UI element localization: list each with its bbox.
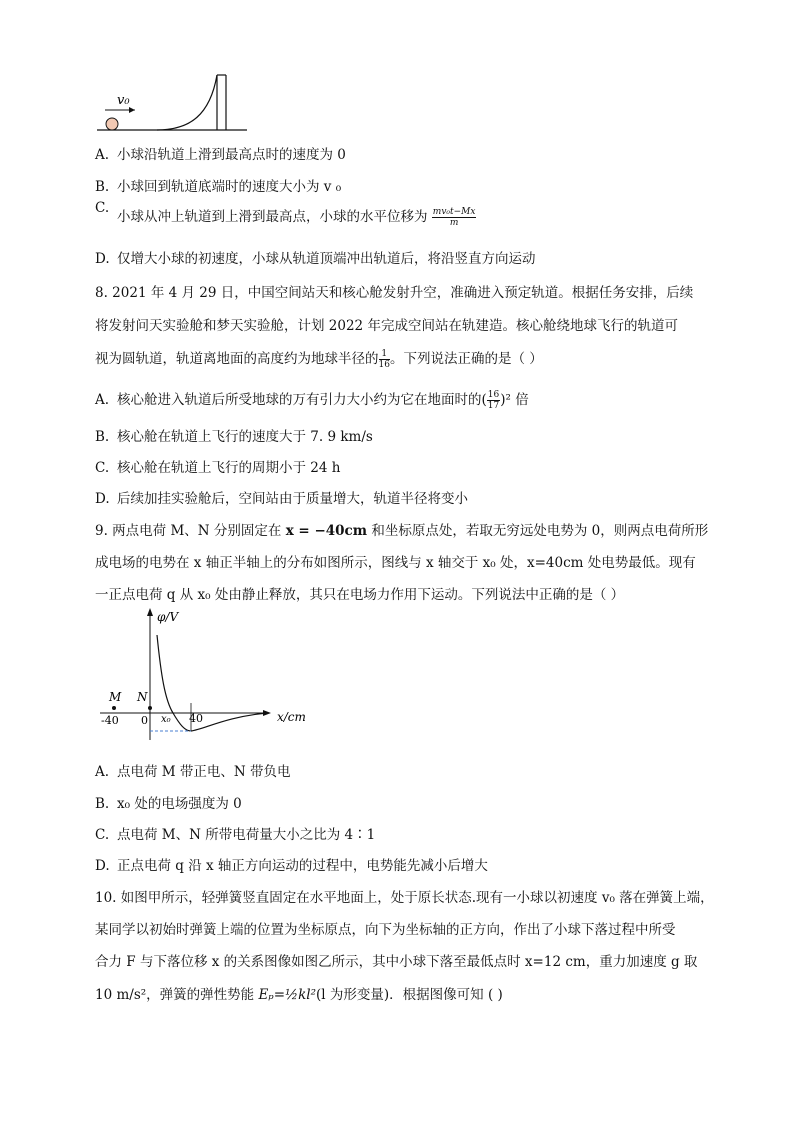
tick-0: 0 [141,714,148,727]
q8-line-3: 视为圆轨道，轨道离地面的高度约为地球半径的 $\frac{1}{16}$ 。下列说法正确的是（ ） [95,349,543,370]
fraction: $\frac{\text{mv₀t−Mx}}{m}$ [432,207,476,228]
tick-40: 40 [189,712,203,725]
q7-option-d [95,247,536,267]
option-letter: D. [95,251,110,267]
point-m [112,706,116,710]
option-text: 小球沿轨道上滑到最高点时的速度为 0 [117,147,346,163]
track-figure [95,70,255,135]
label-n: N [137,690,148,704]
q9-option-b: B. x₀ 处的电场强度为 0 [95,796,242,812]
q8-line-2: 将发射问天实验舱和梦天实验舱，计划 2022 年完成空间站在轨建造。核心舱绕地球飞行的轨道可 [95,318,678,334]
ball [106,118,118,130]
fraction: $\frac{16}{17}$ [487,390,500,411]
q7-option-c-letter: C. [95,200,110,216]
q8-line-1: 8. 2021 年 4 月 29 日，中国空间站天和核心舱发射升空，准确进入预定轨道。根据任务安排，后续 [95,285,694,301]
option-text: 仅增大小球的初速度，小球从轨道顶端冲出轨道后，将沿竖直方向运动 [117,251,536,267]
q7-option-a [95,143,346,163]
potential-graph [95,605,325,745]
option-text: 小球从冲上轨道到上滑到最高点，小球的水平位移为 [117,209,428,225]
option-text: 小球回到轨道底端时的速度大小为 v ₀ [117,179,342,195]
label-m: M [109,690,122,704]
tick-minus-40: -40 [101,714,119,727]
v0-label: v₀ [117,93,130,108]
point-n [148,706,152,710]
q9-option-a: A. 点电荷 M 带正电、N 带负电 [95,764,291,780]
q10-line-2: 某同学以初始时弹簧上端的位置为坐标原点，向下为坐标轴的正方向，作出了小球下落过程中所受 [95,922,676,938]
q7-option-b [95,175,341,195]
q8-option-b: B. 核心舱在轨道上飞行的速度大于 7. 9 km/s [95,429,373,445]
q9-option-d: D. 正点电荷 q 沿 x 轴正方向运动的过程中，电势能先减小后增大 [95,858,488,874]
q8-option-d: D. 后续加挂实验舱后，空间站由于质量增大，轨道半径将变小 [95,491,468,507]
option-letter: A. [95,147,110,163]
tick-x0: x₀ [161,714,171,725]
q10-line-3: 合力 F 与下落位移 x 的关系图像如图乙所示，其中小球下落至最低点时 x=12 cm，重力加速度 g 取 [95,954,698,970]
q8-option-c: C. 核心舱在轨道上飞行的周期小于 24 h [95,460,341,476]
q9-option-c: C. 点电荷 M、N 所带电荷量大小之比为 4∶1 [95,827,376,843]
fraction: $\frac{1}{16}$ [378,349,390,370]
option-letter: B. [95,179,110,195]
q9-line-2: 成电场的电势在 x 轴正半轴上的分布如图所示，图线与 x 轴交于 x₀ 处，x=40cm 处电势最低。现有 [95,555,696,571]
x-axis-label: x/cm [277,710,306,724]
q7-option-c [95,205,476,228]
q8-option-a: A. 核心舱进入轨道后所受地球的万有引力大小约为它在地面时的( $\frac{16}{17}$ )² 倍 [95,390,529,411]
q10-line-1: 10. 如图甲所示，轻弹簧竖直固定在水平地面上，处于原长状态.现有一小球以初速度 v₀ 落在弹簧上端， [95,890,714,906]
q10-line-4: 10 m/s²，弹簧的弹性势能 Eₚ=½kl²(l 为形变量)．根据图像可知 ( ) [95,987,503,1003]
y-axis-label: φ/V [157,610,179,624]
q9-line-3: 一正点电荷 q 从 x₀ 处由静止释放，其只在电场力作用下运动。下列说法中正确的是（ ） [95,587,625,603]
q9-line-1: 9. 两点电荷 M、N 分别固定在 x = −40cm 和坐标原点处，若取无穷远处电势为 0，则两点电荷所形 [95,523,709,539]
potential-curve [157,635,267,731]
